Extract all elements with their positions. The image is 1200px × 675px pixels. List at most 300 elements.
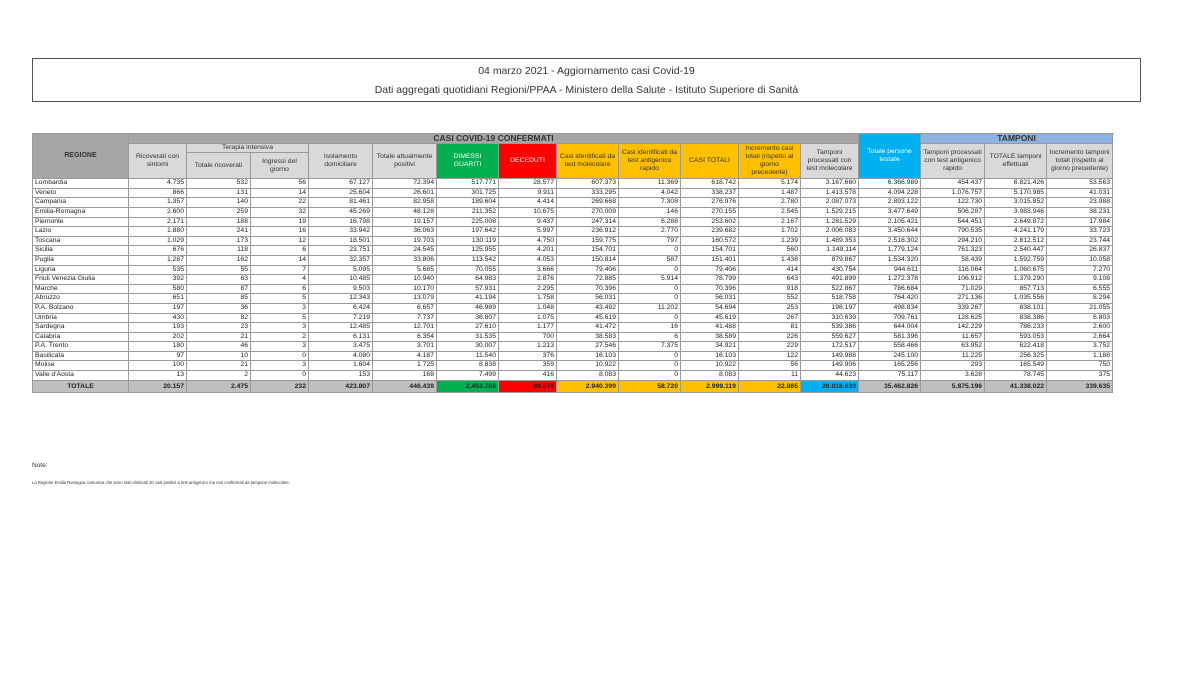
value-cell: 41.488 xyxy=(681,323,739,333)
value-cell: 239.682 xyxy=(681,227,739,237)
value-cell: 270.155 xyxy=(681,207,739,217)
value-cell: 3.983.946 xyxy=(985,207,1047,217)
value-cell: 241 xyxy=(187,227,251,237)
value-cell: 12.343 xyxy=(309,294,373,304)
value-cell: 33.806 xyxy=(373,255,437,265)
value-cell: 3.628 xyxy=(921,371,985,381)
region-cell: Puglia xyxy=(33,255,129,265)
value-cell: 30.007 xyxy=(437,342,499,352)
value-cell: 7.375 xyxy=(619,342,681,352)
col-isolamento: Isolamento domiciliare xyxy=(309,143,373,179)
value-cell: 392 xyxy=(129,275,187,285)
value-cell: 0 xyxy=(251,351,309,361)
table-row xyxy=(33,207,1113,217)
value-cell: 270.009 xyxy=(557,207,619,217)
value-cell: 45.269 xyxy=(309,207,373,217)
value-cell: 16.103 xyxy=(557,351,619,361)
total-cell: 20.018.633 xyxy=(801,380,859,392)
value-cell: 41.031 xyxy=(1047,188,1113,198)
value-cell: 838.386 xyxy=(985,313,1047,323)
col-regione: REGIONE xyxy=(33,134,129,179)
value-cell: 36 xyxy=(187,303,251,313)
value-cell: 700 xyxy=(499,332,557,342)
value-cell: 786.233 xyxy=(985,323,1047,333)
value-cell: 118 xyxy=(187,246,251,256)
col-incremento: Incremento casi totali (rispetto al giorno precedente) xyxy=(739,143,801,179)
value-cell: 97 xyxy=(129,351,187,361)
region-cell: Friuli Venezia Giulia xyxy=(33,275,129,285)
value-cell: 3.015.852 xyxy=(985,198,1047,208)
value-cell: 5 xyxy=(251,313,309,323)
total-cell: 2.475 xyxy=(187,380,251,392)
value-cell: 225.008 xyxy=(437,217,499,227)
value-cell: 79.406 xyxy=(557,265,619,275)
table-row xyxy=(33,179,1113,189)
value-cell: 70.396 xyxy=(681,284,739,294)
value-cell: 33.723 xyxy=(1047,227,1113,237)
value-cell: 12 xyxy=(251,236,309,246)
value-cell: 78.799 xyxy=(681,275,739,285)
value-cell: 23.988 xyxy=(1047,198,1113,208)
value-cell: 3.701 xyxy=(373,342,437,352)
section-confermati: CASI COVID-19 CONFERMATI xyxy=(129,134,859,144)
col-casi-totali: CASI TOTALI xyxy=(681,143,739,179)
value-cell: 5.997 xyxy=(499,227,557,237)
value-cell: 416 xyxy=(499,371,557,381)
value-cell: 879.867 xyxy=(801,255,859,265)
value-cell: 70.055 xyxy=(437,265,499,275)
value-cell: 131 xyxy=(187,188,251,198)
value-cell: 1.076.757 xyxy=(921,188,985,198)
value-cell: 2.518.302 xyxy=(859,236,921,246)
value-cell: 2.105.421 xyxy=(859,217,921,227)
value-cell: 150.814 xyxy=(557,255,619,265)
region-cell: P.A. Bolzano xyxy=(33,303,129,313)
value-cell: 17.984 xyxy=(1047,217,1113,227)
value-cell: 26.837 xyxy=(1047,246,1113,256)
value-cell: 18.501 xyxy=(309,236,373,246)
notes-label: Note: xyxy=(32,462,48,469)
value-cell: 8.294 xyxy=(1047,294,1113,304)
total-cell: 35.462.826 xyxy=(859,380,921,392)
value-cell: 11.540 xyxy=(437,351,499,361)
value-cell: 0 xyxy=(619,265,681,275)
value-cell: 0 xyxy=(619,371,681,381)
value-cell: 676 xyxy=(129,246,187,256)
value-cell: 78.745 xyxy=(985,371,1047,381)
table-row xyxy=(33,361,1113,371)
value-cell: 21.055 xyxy=(1047,303,1113,313)
value-cell: 0 xyxy=(619,284,681,294)
region-cell: Liguria xyxy=(33,265,129,275)
value-cell: 491.899 xyxy=(801,275,859,285)
table-row xyxy=(33,323,1113,333)
table-row xyxy=(33,313,1113,323)
value-cell: 22 xyxy=(251,198,309,208)
value-cell: 6 xyxy=(251,246,309,256)
value-cell: 3.477.649 xyxy=(859,207,921,217)
col-tamp-tot: TOTALE tamponi effettuati xyxy=(985,143,1047,179)
value-cell: 72.394 xyxy=(373,179,437,189)
value-cell: 414 xyxy=(739,265,801,275)
value-cell: 761.323 xyxy=(921,246,985,256)
value-cell: 3.752 xyxy=(1047,342,1113,352)
value-cell: 11.369 xyxy=(619,179,681,189)
value-cell: 271.136 xyxy=(921,294,985,304)
value-cell: 4.750 xyxy=(499,236,557,246)
value-cell: 3 xyxy=(251,323,309,333)
value-cell: 339.267 xyxy=(921,303,985,313)
value-cell: 70.396 xyxy=(557,284,619,294)
value-cell: 21 xyxy=(187,361,251,371)
value-cell: 100 xyxy=(129,361,187,371)
value-cell: 786.684 xyxy=(859,284,921,294)
value-cell: 165.549 xyxy=(985,361,1047,371)
value-cell: 160.572 xyxy=(681,236,739,246)
region-cell: Lombardia xyxy=(33,179,129,189)
value-cell: 9.503 xyxy=(309,284,373,294)
value-cell: 1.177 xyxy=(499,323,557,333)
region-cell: Veneto xyxy=(33,188,129,198)
value-cell: 56.031 xyxy=(681,294,739,304)
region-cell: P.A. Trento xyxy=(33,342,129,352)
value-cell: 82.958 xyxy=(373,198,437,208)
value-cell: 293 xyxy=(921,361,985,371)
value-cell: 14 xyxy=(251,188,309,198)
value-cell: 54.694 xyxy=(681,303,739,313)
value-cell: 149.906 xyxy=(801,361,859,371)
total-cell: 446.439 xyxy=(373,380,437,392)
value-cell: 866 xyxy=(129,188,187,198)
value-cell: 535 xyxy=(129,265,187,275)
report-title: 04 marzo 2021 - Aggiornamento casi Covid-19 xyxy=(478,65,695,77)
value-cell: 5.170.985 xyxy=(985,188,1047,198)
table-row xyxy=(33,294,1113,304)
value-cell: 709.761 xyxy=(859,313,921,323)
value-cell: 211.352 xyxy=(437,207,499,217)
notes-text: La Regione Emilia Romagna comunica che sono stati eliminati 20 casi positivi a test antigenico ma non confermati da tampone molecolare. xyxy=(32,480,290,485)
value-cell: 8.083 xyxy=(681,371,739,381)
value-cell: 245.100 xyxy=(859,351,921,361)
col-tamp-inc: Incremento tamponi totali (rispetto al giorno precedente) xyxy=(1047,143,1113,179)
value-cell: 130.119 xyxy=(437,236,499,246)
value-cell: 154.701 xyxy=(557,246,619,256)
value-cell: 45.619 xyxy=(681,313,739,323)
value-cell: 5.095 xyxy=(309,265,373,275)
value-cell: 10.922 xyxy=(681,361,739,371)
value-cell: 544.451 xyxy=(921,217,985,227)
value-cell: 333.295 xyxy=(557,188,619,198)
value-cell: 56 xyxy=(739,361,801,371)
total-label: TOTALE xyxy=(33,380,129,392)
region-cell: Emilia-Romagna xyxy=(33,207,129,217)
value-cell: 593.053 xyxy=(985,332,1047,342)
value-cell: 2.812.512 xyxy=(985,236,1047,246)
value-cell: 1.379.290 xyxy=(985,275,1047,285)
value-cell: 3.450.644 xyxy=(859,227,921,237)
value-cell: 128.625 xyxy=(921,313,985,323)
value-cell: 85 xyxy=(187,294,251,304)
value-cell: 0 xyxy=(619,246,681,256)
value-cell: 113.542 xyxy=(437,255,499,265)
value-cell: 4.094.228 xyxy=(859,188,921,198)
value-cell: 12.485 xyxy=(309,323,373,333)
value-cell: 1.438 xyxy=(739,255,801,265)
table-row xyxy=(33,332,1113,342)
value-cell: 25.604 xyxy=(309,188,373,198)
col-tamp-ant: Tamponi processati con test antigenico rapido xyxy=(921,143,985,179)
value-cell: 23 xyxy=(187,323,251,333)
value-cell: 36.063 xyxy=(373,227,437,237)
table-row xyxy=(33,275,1113,285)
value-cell: 63.952 xyxy=(921,342,985,352)
col-persone: Totale persone testate xyxy=(859,134,921,179)
value-cell: 10.170 xyxy=(373,284,437,294)
col-molecolare: Casi identificati da test molecolare xyxy=(557,143,619,179)
value-cell: 4.735 xyxy=(129,179,187,189)
value-cell: 532 xyxy=(187,179,251,189)
value-cell: 2.087.073 xyxy=(801,198,859,208)
value-cell: 149.988 xyxy=(801,351,859,361)
col-deceduti: DECEDUTI xyxy=(499,143,557,179)
value-cell: 10.940 xyxy=(373,275,437,285)
total-cell: 22.865 xyxy=(739,380,801,392)
value-cell: 9.437 xyxy=(499,217,557,227)
value-cell: 6.131 xyxy=(309,332,373,342)
value-cell: 1.880 xyxy=(129,227,187,237)
value-cell: 1.060.675 xyxy=(985,265,1047,275)
value-cell: 16.103 xyxy=(681,351,739,361)
value-cell: 162 xyxy=(187,255,251,265)
value-cell: 256.325 xyxy=(985,351,1047,361)
value-cell: 197.642 xyxy=(437,227,499,237)
value-cell: 125.955 xyxy=(437,246,499,256)
col-ti-ingressi: Ingressi del giorno xyxy=(251,153,309,179)
value-cell: 27.610 xyxy=(437,323,499,333)
value-cell: 607.373 xyxy=(557,179,619,189)
total-row xyxy=(33,380,1113,392)
value-cell: 1.239 xyxy=(739,236,801,246)
value-cell: 146 xyxy=(619,207,681,217)
value-cell: 19 xyxy=(251,217,309,227)
value-cell: 2.780 xyxy=(739,198,801,208)
value-cell: 2 xyxy=(187,371,251,381)
value-cell: 2.545 xyxy=(739,207,801,217)
table-body xyxy=(33,179,1113,392)
table-row xyxy=(33,265,1113,275)
value-cell: 944.611 xyxy=(859,265,921,275)
value-cell: 9.911 xyxy=(499,188,557,198)
value-cell: 1.281.529 xyxy=(801,217,859,227)
value-cell: 63 xyxy=(187,275,251,285)
region-cell: Marche xyxy=(33,284,129,294)
value-cell: 454.437 xyxy=(921,179,985,189)
value-cell: 2.167 xyxy=(739,217,801,227)
value-cell: 797 xyxy=(619,236,681,246)
value-cell: 247.314 xyxy=(557,217,619,227)
value-cell: 188 xyxy=(187,217,251,227)
value-cell: 7.308 xyxy=(619,198,681,208)
value-cell: 6.354 xyxy=(373,332,437,342)
value-cell: 7.499 xyxy=(437,371,499,381)
value-cell: 552 xyxy=(739,294,801,304)
value-cell: 3 xyxy=(251,361,309,371)
total-cell: 339.635 xyxy=(1047,380,1113,392)
value-cell: 142.229 xyxy=(921,323,985,333)
value-cell: 1.213 xyxy=(499,342,557,352)
value-cell: 151.401 xyxy=(681,255,739,265)
table-row xyxy=(33,217,1113,227)
col-antigenico: Casi identificati da test antigenico rapido xyxy=(619,143,681,179)
region-cell: Sicilia xyxy=(33,246,129,256)
value-cell: 41.472 xyxy=(557,323,619,333)
value-cell: 644.004 xyxy=(859,323,921,333)
total-cell: 41.338.022 xyxy=(985,380,1047,392)
value-cell: 643 xyxy=(739,275,801,285)
value-cell: 8.083 xyxy=(557,371,619,381)
value-cell: 21 xyxy=(187,332,251,342)
value-cell: 226 xyxy=(739,332,801,342)
table-row xyxy=(33,246,1113,256)
value-cell: 2.006.083 xyxy=(801,227,859,237)
value-cell: 2.649.872 xyxy=(985,217,1047,227)
value-cell: 253 xyxy=(739,303,801,313)
value-cell: 38.583 xyxy=(557,332,619,342)
value-cell: 517.771 xyxy=(437,179,499,189)
value-cell: 376 xyxy=(499,351,557,361)
value-cell: 498.834 xyxy=(859,303,921,313)
value-cell: 79.406 xyxy=(681,265,739,275)
value-cell: 71.029 xyxy=(921,284,985,294)
value-cell: 1.149.114 xyxy=(801,246,859,256)
total-cell: 423.807 xyxy=(309,380,373,392)
value-cell: 1.188 xyxy=(1047,351,1113,361)
value-cell: 46 xyxy=(187,342,251,352)
total-cell: 232 xyxy=(251,380,309,392)
region-cell: Campania xyxy=(33,198,129,208)
value-cell: 1.048 xyxy=(499,303,557,313)
value-cell: 618.742 xyxy=(681,179,739,189)
value-cell: 3 xyxy=(251,342,309,352)
group-terapia: Terapia intensiva xyxy=(187,143,309,153)
value-cell: 10.675 xyxy=(499,207,557,217)
value-cell: 153 xyxy=(309,371,373,381)
value-cell: 44.623 xyxy=(801,371,859,381)
value-cell: 6.424 xyxy=(309,303,373,313)
value-cell: 1.357 xyxy=(129,198,187,208)
value-cell: 46.989 xyxy=(437,303,499,313)
value-cell: 10 xyxy=(187,351,251,361)
value-cell: 38.231 xyxy=(1047,207,1113,217)
value-cell: 189.604 xyxy=(437,198,499,208)
value-cell: 253.602 xyxy=(681,217,739,227)
value-cell: 31.535 xyxy=(437,332,499,342)
col-ricoverati: Ricoverati con sintomi xyxy=(129,143,187,179)
value-cell: 559.627 xyxy=(801,332,859,342)
value-cell: 53.563 xyxy=(1047,179,1113,189)
value-cell: 857.713 xyxy=(985,284,1047,294)
value-cell: 16.798 xyxy=(309,217,373,227)
value-cell: 172.517 xyxy=(801,342,859,352)
region-cell: Basilicata xyxy=(33,351,129,361)
value-cell: 4.187 xyxy=(373,351,437,361)
value-cell: 0 xyxy=(619,294,681,304)
value-cell: 13 xyxy=(129,371,187,381)
region-cell: Lazio xyxy=(33,227,129,237)
value-cell: 838.101 xyxy=(985,303,1047,313)
value-cell: 28.577 xyxy=(499,179,557,189)
value-cell: 197 xyxy=(129,303,187,313)
value-cell: 6.803 xyxy=(1047,313,1113,323)
value-cell: 580 xyxy=(129,284,187,294)
value-cell: 622.418 xyxy=(985,342,1047,352)
value-cell: 81.461 xyxy=(309,198,373,208)
value-cell: 202 xyxy=(129,332,187,342)
table-row xyxy=(33,198,1113,208)
value-cell: 651 xyxy=(129,294,187,304)
value-cell: 259 xyxy=(187,207,251,217)
value-cell: 3.167.660 xyxy=(801,179,859,189)
value-cell: 2.540.447 xyxy=(985,246,1047,256)
value-cell: 2.600 xyxy=(129,207,187,217)
value-cell: 0 xyxy=(619,361,681,371)
value-cell: 359 xyxy=(499,361,557,371)
value-cell: 5.685 xyxy=(373,265,437,275)
value-cell: 6.288 xyxy=(619,217,681,227)
value-cell: 154.701 xyxy=(681,246,739,256)
value-cell: 57.931 xyxy=(437,284,499,294)
region-cell: Sardegna xyxy=(33,323,129,333)
col-ti-totale: Totale ricoverati xyxy=(187,153,251,179)
value-cell: 522.867 xyxy=(801,284,859,294)
value-cell: 140 xyxy=(187,198,251,208)
value-cell: 34.921 xyxy=(681,342,739,352)
value-cell: 64.983 xyxy=(437,275,499,285)
total-cell: 2.999.119 xyxy=(681,380,739,392)
value-cell: 1.287 xyxy=(129,255,187,265)
value-cell: 33.942 xyxy=(309,227,373,237)
table-row xyxy=(33,342,1113,352)
value-cell: 4.042 xyxy=(619,188,681,198)
value-cell: 506.287 xyxy=(921,207,985,217)
value-cell: 1.779.124 xyxy=(859,246,921,256)
value-cell: 13.079 xyxy=(373,294,437,304)
report-subtitle: Dati aggregati quotidiani Regioni/PPAA - Ministero della Salute - Istituto Superiore di Sanità xyxy=(374,84,799,96)
value-cell: 23.751 xyxy=(309,246,373,256)
value-cell: 5 xyxy=(251,294,309,304)
col-positivi: Totale attualmente positivi xyxy=(373,143,437,179)
value-cell: 55 xyxy=(187,265,251,275)
value-cell: 16 xyxy=(619,323,681,333)
value-cell: 10.485 xyxy=(309,275,373,285)
value-cell: 2.664 xyxy=(1047,332,1113,342)
header-box xyxy=(32,58,1141,102)
col-tamp-mol: Tamponi processati con test molecolare xyxy=(801,143,859,179)
value-cell: 32.357 xyxy=(309,255,373,265)
table-row xyxy=(33,227,1113,237)
value-cell: 2.295 xyxy=(499,284,557,294)
value-cell: 11.202 xyxy=(619,303,681,313)
value-cell: 43.492 xyxy=(557,303,619,313)
value-cell: 1.758 xyxy=(499,294,557,304)
value-cell: 6 xyxy=(619,332,681,342)
value-cell: 198.197 xyxy=(801,303,859,313)
region-cell: Umbria xyxy=(33,313,129,323)
value-cell: 1.725 xyxy=(373,361,437,371)
value-cell: 276.976 xyxy=(681,198,739,208)
value-cell: 267 xyxy=(739,313,801,323)
value-cell: 1.534.320 xyxy=(859,255,921,265)
